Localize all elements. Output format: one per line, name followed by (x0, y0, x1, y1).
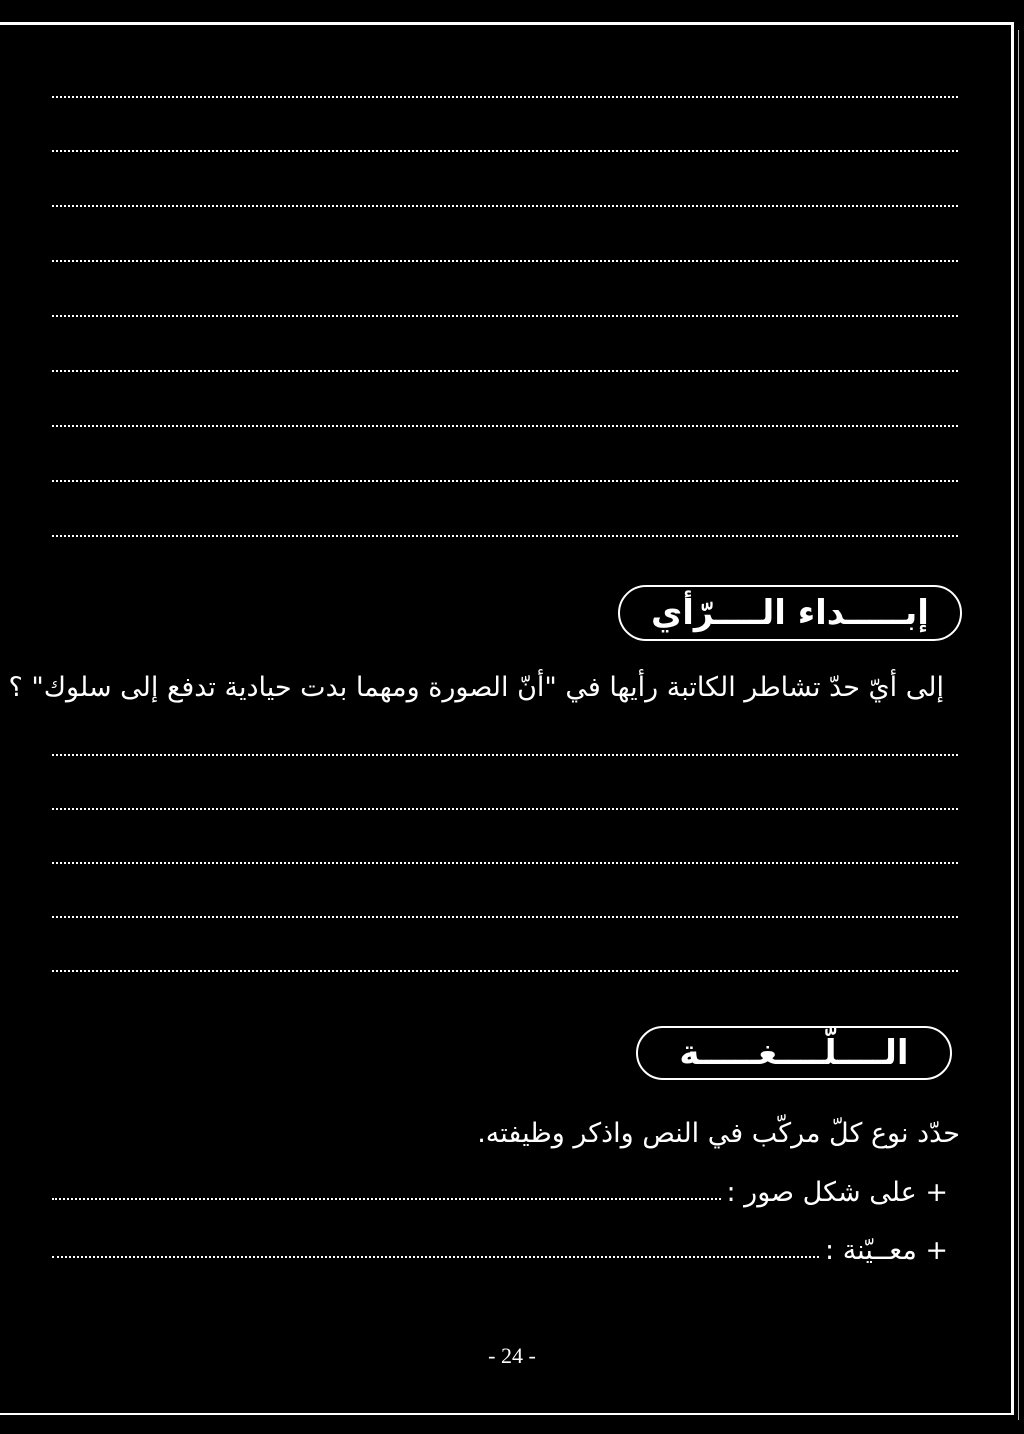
page-number: - 24 - (488, 1343, 536, 1368)
page-border-bottom (0, 1413, 1014, 1415)
shape-images-answer[interactable] (52, 1198, 721, 1200)
language-section-title: الــــلّــــغـــــة (679, 1033, 909, 1073)
language-section-heading (636, 1026, 952, 1080)
page-border-top (0, 22, 1012, 25)
answer-line[interactable] (52, 150, 958, 152)
specific-field (52, 1230, 948, 1266)
shape-images-label: + على شكل صور : (726, 1177, 948, 1208)
answer-line[interactable] (52, 916, 958, 918)
answer-line[interactable] (52, 808, 958, 810)
answer-line[interactable] (52, 970, 958, 972)
answer-line[interactable] (52, 535, 958, 537)
answer-line[interactable] (52, 370, 958, 372)
answer-line[interactable] (52, 315, 958, 317)
answer-line[interactable] (52, 862, 958, 864)
answer-line[interactable] (52, 425, 958, 427)
shape-images-field (52, 1172, 948, 1208)
opinion-section-heading (618, 585, 962, 641)
language-instruction: حدّد نوع كلّ مركّب في النص واذكر وظيفته. (477, 1118, 960, 1149)
answer-line[interactable] (52, 480, 958, 482)
page-border-right (1011, 22, 1014, 1414)
specific-answer[interactable] (52, 1256, 819, 1258)
page-border-right-shadow (1018, 30, 1019, 1420)
answer-line[interactable] (52, 260, 958, 262)
specific-label: + معــيّنة : (825, 1235, 948, 1266)
opinion-section-title: إبـــــداء الــــرّأي (651, 593, 929, 633)
answer-line[interactable] (52, 754, 958, 756)
answer-line[interactable] (52, 96, 958, 98)
answer-line[interactable] (52, 205, 958, 207)
opinion-question: إلى أيّ حدّ تشاطر الكاتبة رأيها في "أنّ الصورة ومهما بدت حيادية تدفع إلى سلوك" ؟ (8, 672, 944, 703)
